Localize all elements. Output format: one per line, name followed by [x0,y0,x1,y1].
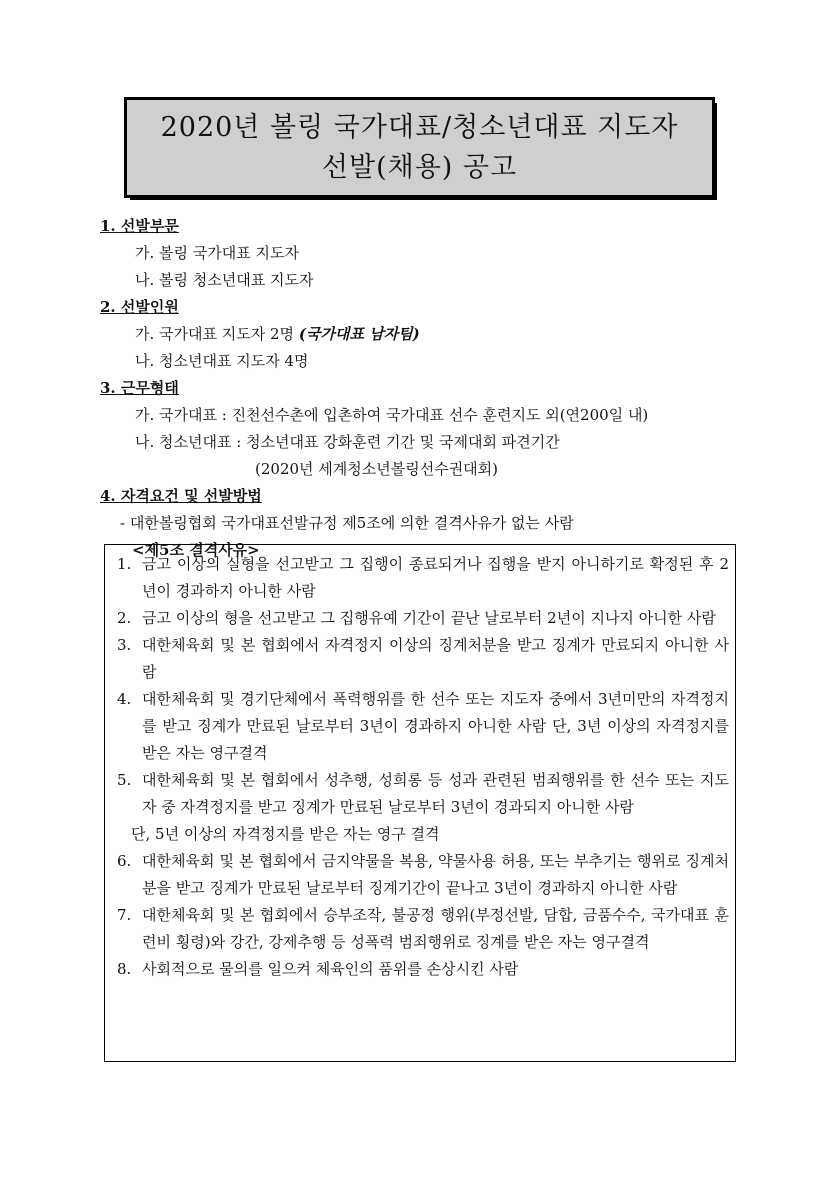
section-3-item-b: 나. 청소년대표 : 청소년대표 강화훈련 기간 및 국제대회 파견기간 [135,433,560,451]
reason-text: 대한체육회 및 본 협회에서 금지약물을 복용, 약물사용 허용, 또는 부추기는 행위로 징계처분을 받고 징계가 만료된 날로부터 징계기간이 끝나고 3년이 경과하지 아니한 사람 [142,852,729,897]
reason-number: 6. [117,852,132,870]
reason-5-note: 단, 5년 이상의 자격정지를 받은 자는 영구 결격 [131,825,440,843]
section-2-item-a-note: (국가대표 남자팀) [298,325,420,343]
section-1-item-b: 나. 볼링 청소년대표 지도자 [135,271,314,289]
reason-number: 4. [117,690,132,708]
reason-number: 5. [117,771,132,789]
reason-item [117,605,729,632]
section-2-item-a [100,321,750,348]
reason-number: 1. [117,555,132,573]
reason-text: 금고 이상의 실형을 선고받고 그 집행이 종료되거나 집행을 받지 아니하기로 확정된 후 2년이 경과하지 아니한 사람 [142,555,729,600]
reason-item [117,686,729,767]
section-1-title: 1. 선발부문 [100,217,179,235]
reason-item [117,902,729,956]
title-box-frame [124,97,715,198]
reason-number: 8. [117,960,132,978]
section-2-item-b: 나. 청소년대표 지도자 4명 [135,352,309,370]
section-3-item-b-detail: (2020년 세계청소년볼링선수권대회) [255,460,499,478]
document-body [100,213,750,564]
reason-item [117,632,729,686]
reason-number: 2. [117,609,132,627]
section-3-item-a: 가. 국가대표 : 진천선수촌에 입촌하여 국가대표 선수 훈련지도 외(연200일 내) [135,406,649,424]
document-title-line2: 선발(채용) 공고 [321,151,518,183]
reason-item [117,956,729,983]
reason-item [117,767,729,821]
reason-text: 사회적으로 물의를 일으켜 체육인의 품위를 손상시킨 사람 [142,960,519,978]
section-4-description: - 대한볼링협회 국가대표선발규정 제5조에 의한 결격사유가 없는 사람 [120,514,574,532]
section-1-item-a: 가. 볼링 국가대표 지도자 [135,244,299,262]
section-2-item-a-text: 가. 국가대표 지도자 2명 [135,325,295,343]
reason-text: 대한체육회 및 본 협회에서 승부조작, 불공정 행위(부정선발, 담합, 금품수수, 국가대표 훈련비 횡령)와 강간, 강제추행 등 성폭력 범죄행위로 징계를 받은 자는 영구결격 [142,906,729,951]
section-2-title: 2. 선발인원 [100,298,179,316]
reason-item [117,551,729,605]
section-4-title: 4. 자격요건 및 선발방법 [100,487,262,505]
reason-text: 대한체육회 및 본 협회에서 자격정지 이상의 징계처분을 받고 징계가 만료되지 아니한 사람 [142,636,729,681]
reason-text: 대한체육회 및 본 협회에서 성추행, 성희롱 등 성과 관련된 범죄행위를 한 선수 또는 지도자 중 자격정지를 받고 징계가 만료된 날로부터 3년이 경과되지 아니한 사람 [142,771,729,816]
article-5-heading: <제5조 결격사유> [132,541,260,559]
reason-text: 금고 이상의 형을 선고받고 그 집행유예 기간이 끝난 날로부터 2년이 지나지 아니한 사람 [142,609,716,627]
reason-item [117,848,729,902]
reason-number: 7. [117,906,132,924]
reason-text: 대한체육회 및 경기단체에서 폭력행위를 한 선수 또는 지도자 중에서 3년미만의 자격정지를 받고 징계가 만료된 날로부터 3년이 경과하지 아니한 사람 단, 3년 이상의 자격정지를 받은 자는 영구결격 [142,690,729,762]
disqualification-reasons-box [104,544,736,1062]
title-box [124,97,715,198]
section-3-title: 3. 근무형태 [100,379,179,397]
reason-number: 3. [117,636,132,654]
document-title-line1: 2020년 볼링 국가대표/청소년대표 지도자 [160,111,679,143]
